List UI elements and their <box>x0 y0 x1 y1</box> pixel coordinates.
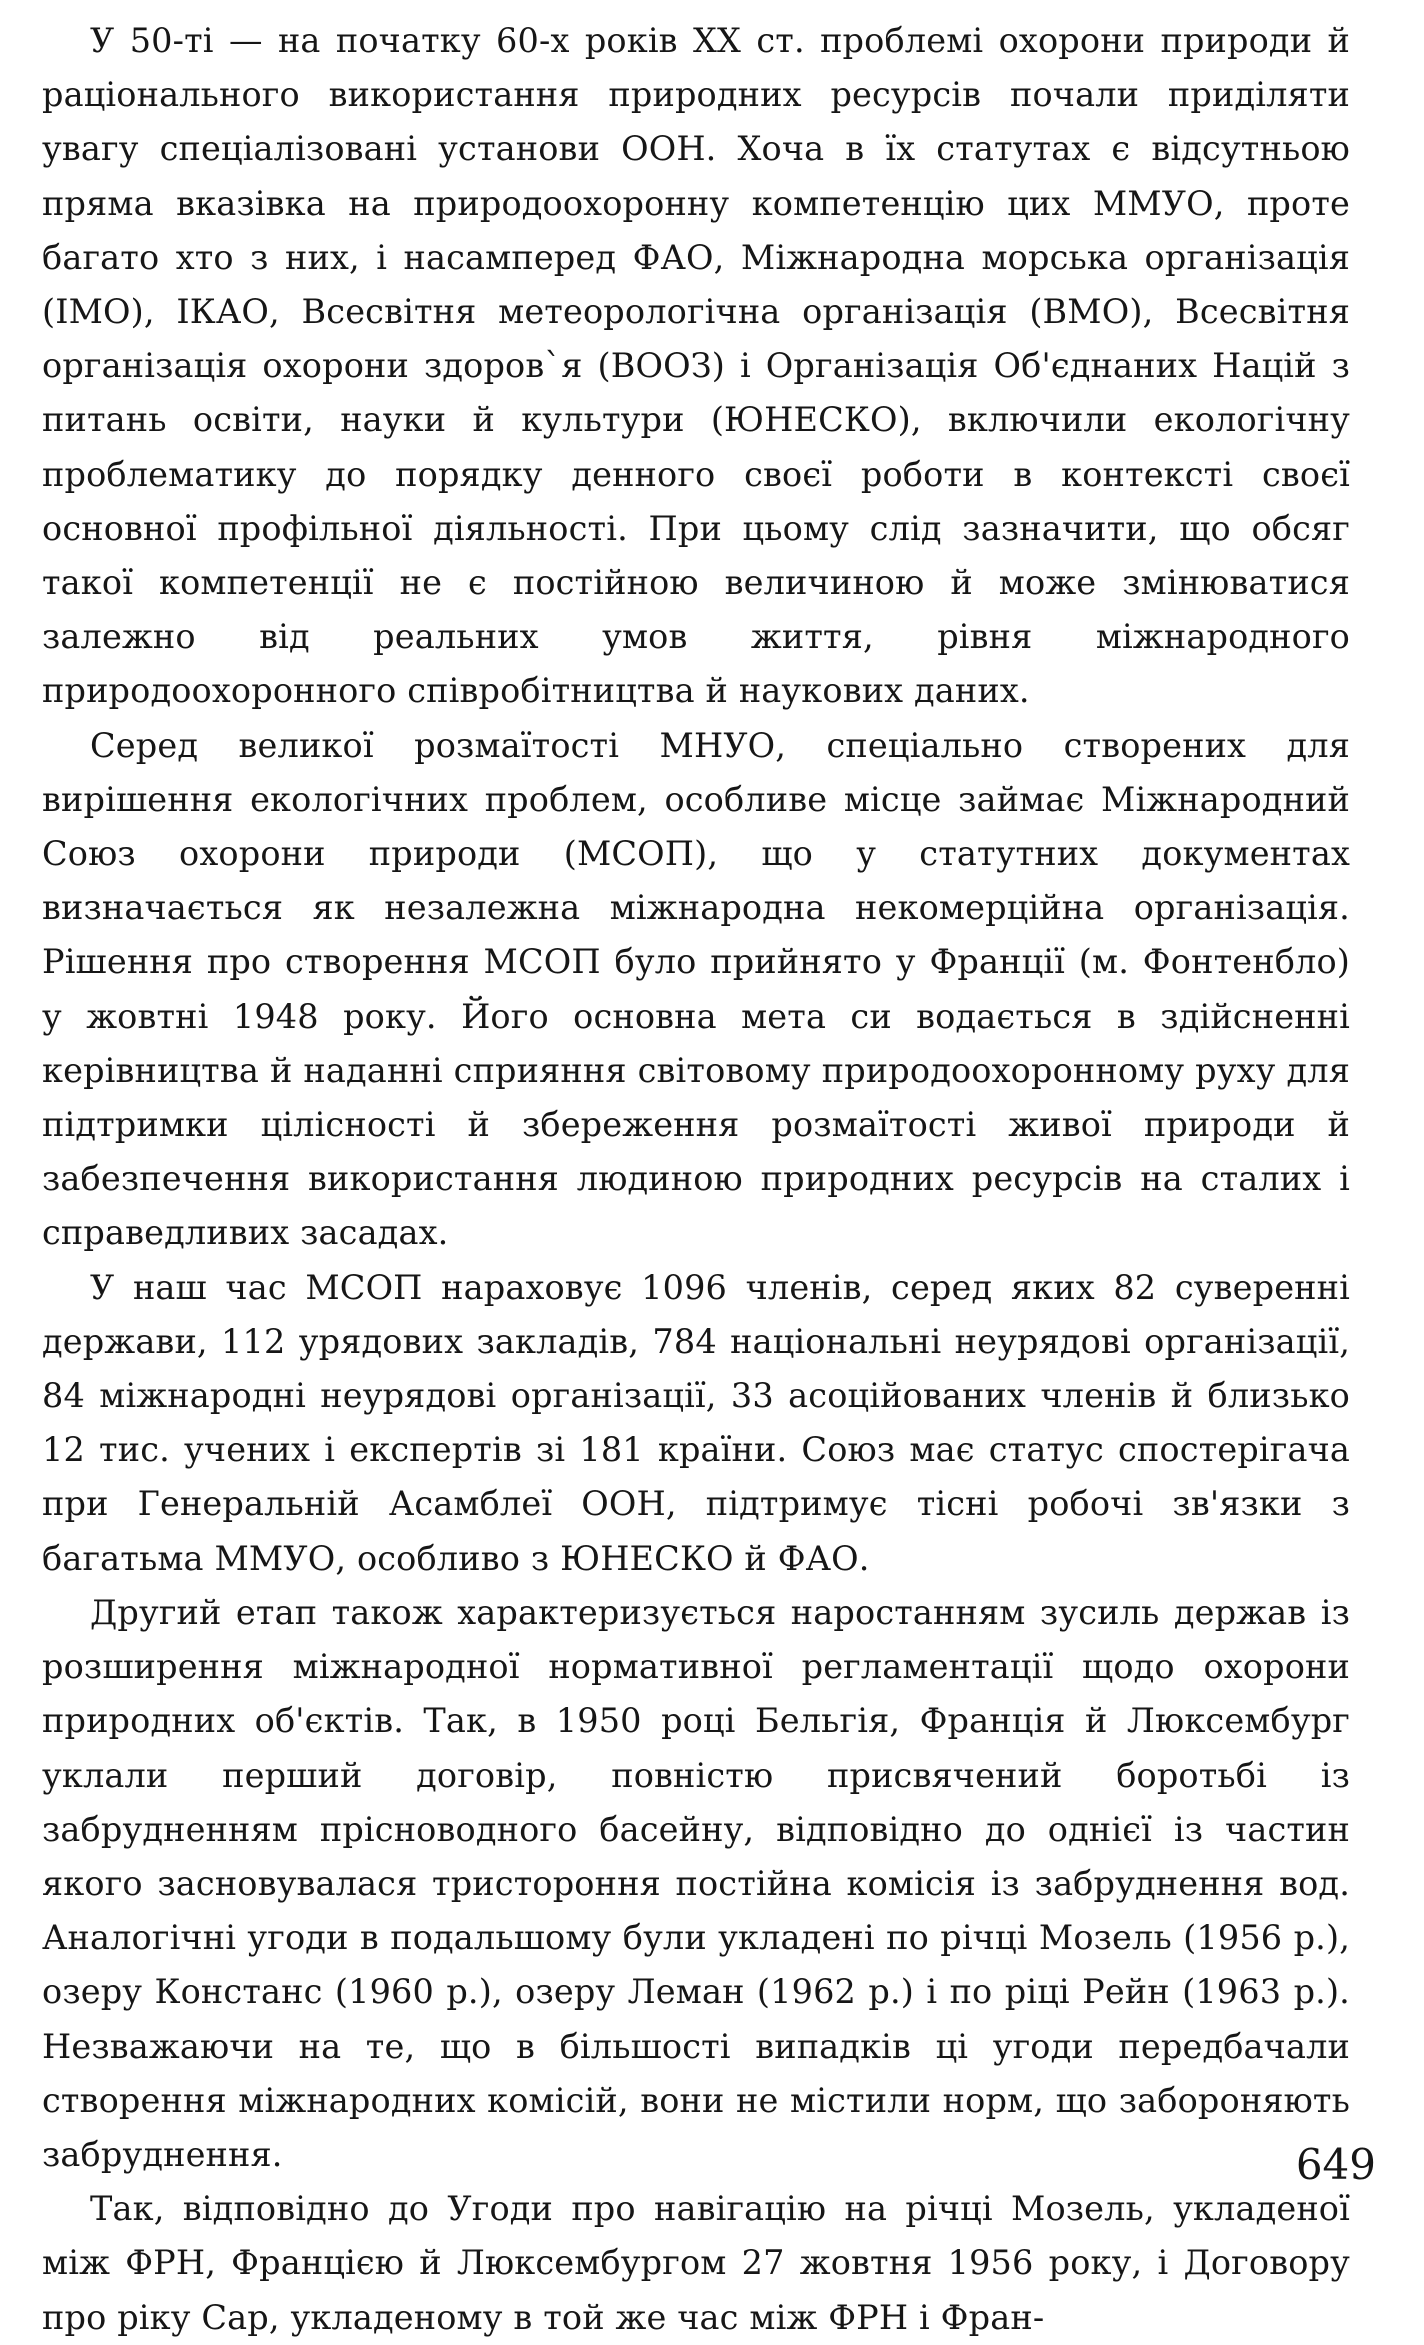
paragraph-un-specialized-agencies: У 50-ті — на початку 60-х років XX ст. проблемі охорони природи й раціонального використання природних ресурсів почали приділяти увагу спеціалізовані установи ООН. Хоча в їх статутах є відсутньою пряма вказівка на природоохоронну компетенцію цих ММУО, проте багато хто з них, і насамперед ФАО, Міжнародна морська організація (ІМО), ІКАО, Всесвітня метеорологічна організація (ВМО), Всесвітня організація охорони здоров`я (ВООЗ) і Організація Об'єднаних Націй з питань освіти, науки й культури (ЮНЕСКО), включили екологічну проблематику до порядку денного своєї роботи в контексті своєї основної профільної діяльності. При цьому слід зазначити, що обсяг такої компетенції не є постійною величиною й може змінюватися залежно від реальних умов життя, рівня міжнародного природоохоронного співробітництва й наукових даних. <box>42 21 1350 711</box>
paragraph-second-stage: Другий етап також характеризується наростанням зусиль держав із розширення міжнародної нормативної регламентації щодо охорони природних об'єктів. Так, в 1950 році Бельгія, Франція й Люксембург уклали перший договір, повністю присвячений боротьбі із забрудненням прісноводного басейну, відповідно до однієї із частин якого засновувалася тристороння постійна комісія із забруднення вод. Аналогічні угоди в подальшому були укладені по річці Мозель (1956 р.), озеру Констанс (1960 р.), озеру Леман (1962 р.) і по ріці Рейн (1963 р.). Незважаючи на те, що в більшості випадків ці угоди передбачали створення міжнародних комісій, вони не містили норм, що забороняють забруднення. <box>42 1592 1350 2174</box>
paragraph-iucn-membership: У наш час МСОП нараховує 1096 членів, серед яких 82 суверенні держави, 112 урядових закладів, 784 національні неурядові організації, 84 міжнародні неурядові організації, 33 асоційованих членів й близько 12 тис. учених і експертів зі 181 країни. Союз має статус спостерігача при Генеральній Асамблеї ООН, підтримує тісні робочі зв'язки з багатьма ММУО, особливо з ЮНЕСКО й ФАО. <box>42 1267 1350 1578</box>
page-number: 649 <box>1295 2140 1376 2189</box>
paragraph-iucn-overview: Серед великої розмаїтості МНУО, спеціально створених для вирішення екологічних проблем, особливе місце займає Міжнародний Союз охорони природи (МСОП), що у статутних документах визначається як незалежна міжнародна некомерційна організація. Рішення про створення МСОП було прийнято у Франції (м. Фонтенбло) у жовтні 1948 року. Його основна мета си водається в здійсненні керівництва й наданні сприяння світовому природоохоронному руху для підтримки цілісності й збереження розмаїтості живої природи й забезпечення використання людиною природних ресурсів на сталих і справедливих засадах. <box>42 725 1350 1253</box>
body-text <box>42 14 1350 2345</box>
paragraph-moselle-agreement: Так, відповідно до Угоди про навігацію на річці Мозель, укладеної між ФРН, Францією й Люксембургом 27 жовтня 1956 року, і Договору про ріку Сар, укладеному в той же час між ФРН і Фран- <box>42 2189 1350 2337</box>
